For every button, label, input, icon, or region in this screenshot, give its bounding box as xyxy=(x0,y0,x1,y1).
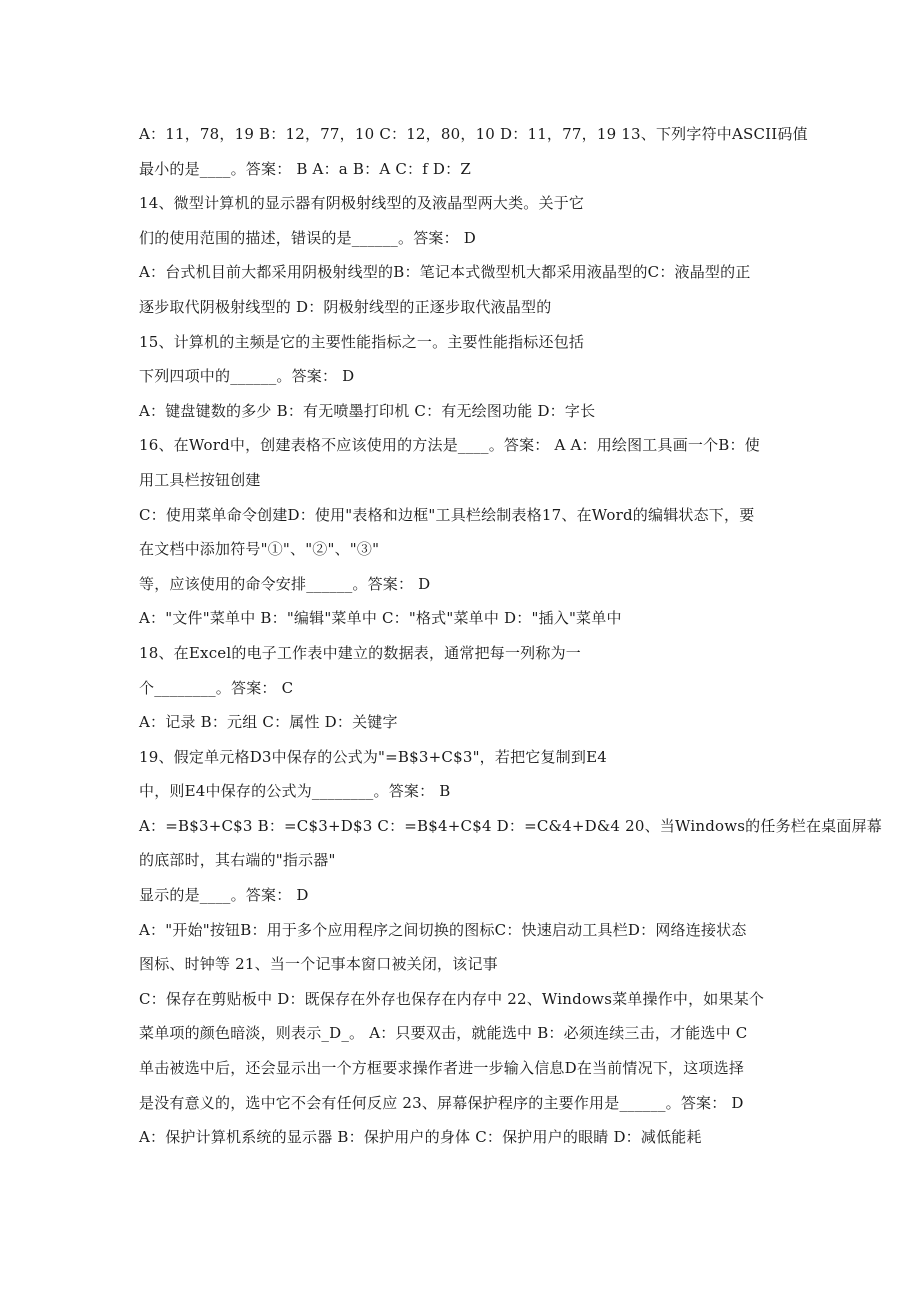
text-line: 们的使用范围的描述，错误的是______。答案： D xyxy=(139,228,476,247)
text-line: 中，则E4中保存的公式为________。答案： B xyxy=(139,782,451,801)
text-line: A：台式机目前大都采用阴极射线型的B：笔记本式微型机大都采用液晶型的C：液晶型的正 xyxy=(139,263,751,282)
text-line: 个________。答案： C xyxy=(139,678,294,697)
text-line: 用工具栏按钮创建 xyxy=(139,470,261,489)
text-line: A：11，78，19 B：12，77，10 C：12，80，10 D：11，77，19 13、下列字符中ASCII码值 xyxy=(139,125,808,143)
text-line: 是没有意义的，选中它不会有任何反应 23、屏幕保护程序的主要作用是______。答案： D xyxy=(139,1093,744,1112)
text-line: 在文档中添加符号"①"、"②"、"③" xyxy=(139,540,380,559)
text-line: 显示的是____。答案： D xyxy=(139,886,309,905)
document-body xyxy=(139,117,882,1155)
text-line: A："文件"菜单中 B："编辑"菜单中 C："格式"菜单中 D："插入"菜单中 xyxy=(139,609,622,628)
text-line: 下列四项中的______。答案： D xyxy=(139,367,355,386)
text-line: 图标、时钟等 21、当一个记事本窗口被关闭，该记事 xyxy=(139,955,498,974)
text-line: 等，应该使用的命令安排______。答案： D xyxy=(139,574,431,593)
text-line: A：记录 B：元组 C：属性 D：关键字 xyxy=(139,713,398,732)
text-line: 逐步取代阴极射线型的 D：阴极射线型的正逐步取代液晶型的 xyxy=(139,297,552,316)
text-line: 14、微型计算机的显示器有阴极射线型的及液晶型两大类。关于它 xyxy=(139,194,585,213)
text-line: 单击被选中后，还会显示出一个方框要求操作者进一步输入信息D在当前情况下，这项选择 xyxy=(139,1059,745,1078)
text-line: A：=B$3+C$3 B：=C$3+D$3 C：=B$4+C$4 D：=C&4+D&4 20、当Windows的任务栏在桌面屏幕 xyxy=(139,816,882,835)
text-line: 19、假定单元格D3中保存的公式为"=B$3+C$3"，若把它复制到E4 xyxy=(139,747,607,766)
text-line: A：键盘键数的多少 B：有无喷墨打印机 C：有无绘图功能 D：字长 xyxy=(139,401,596,420)
text-line: C：使用菜单命令创建D：使用"表格和边框"工具栏绘制表格17、在Word的编辑状态下，要 xyxy=(139,505,755,524)
text-line: 菜单项的颜色暗淡，则表示_D_。 A：只要双击，就能选中 B：必须连续三击，才能选中 C xyxy=(139,1024,748,1043)
text-line: 15、计算机的主频是它的主要性能指标之一。主要性能指标还包括 xyxy=(139,332,585,351)
text-line: 的底部时，其右端的"指示器" xyxy=(139,851,336,870)
text-line: A：保护计算机系统的显示器 B：保护用户的身体 C：保护用户的眼睛 D：减低能耗 xyxy=(139,1128,702,1147)
text-line: C：保存在剪贴板中 D：既保存在外存也保存在内存中 22、Windows菜单操作中，如果某个 xyxy=(139,989,765,1008)
text-line: 16、在Word中，创建表格不应该使用的方法是____。答案： A A：用绘图工具画一个B：使 xyxy=(139,436,760,455)
text-line: 最小的是____。答案： B A：a B：A C：f D：Z xyxy=(139,159,471,178)
text-line: A："开始"按钮B：用于多个应用程序之间切换的图标C：快速启动工具栏D：网络连接状态 xyxy=(139,920,747,939)
text-line: 18、在Excel的电子工作表中建立的数据表，通常把每一列称为一 xyxy=(139,643,581,662)
